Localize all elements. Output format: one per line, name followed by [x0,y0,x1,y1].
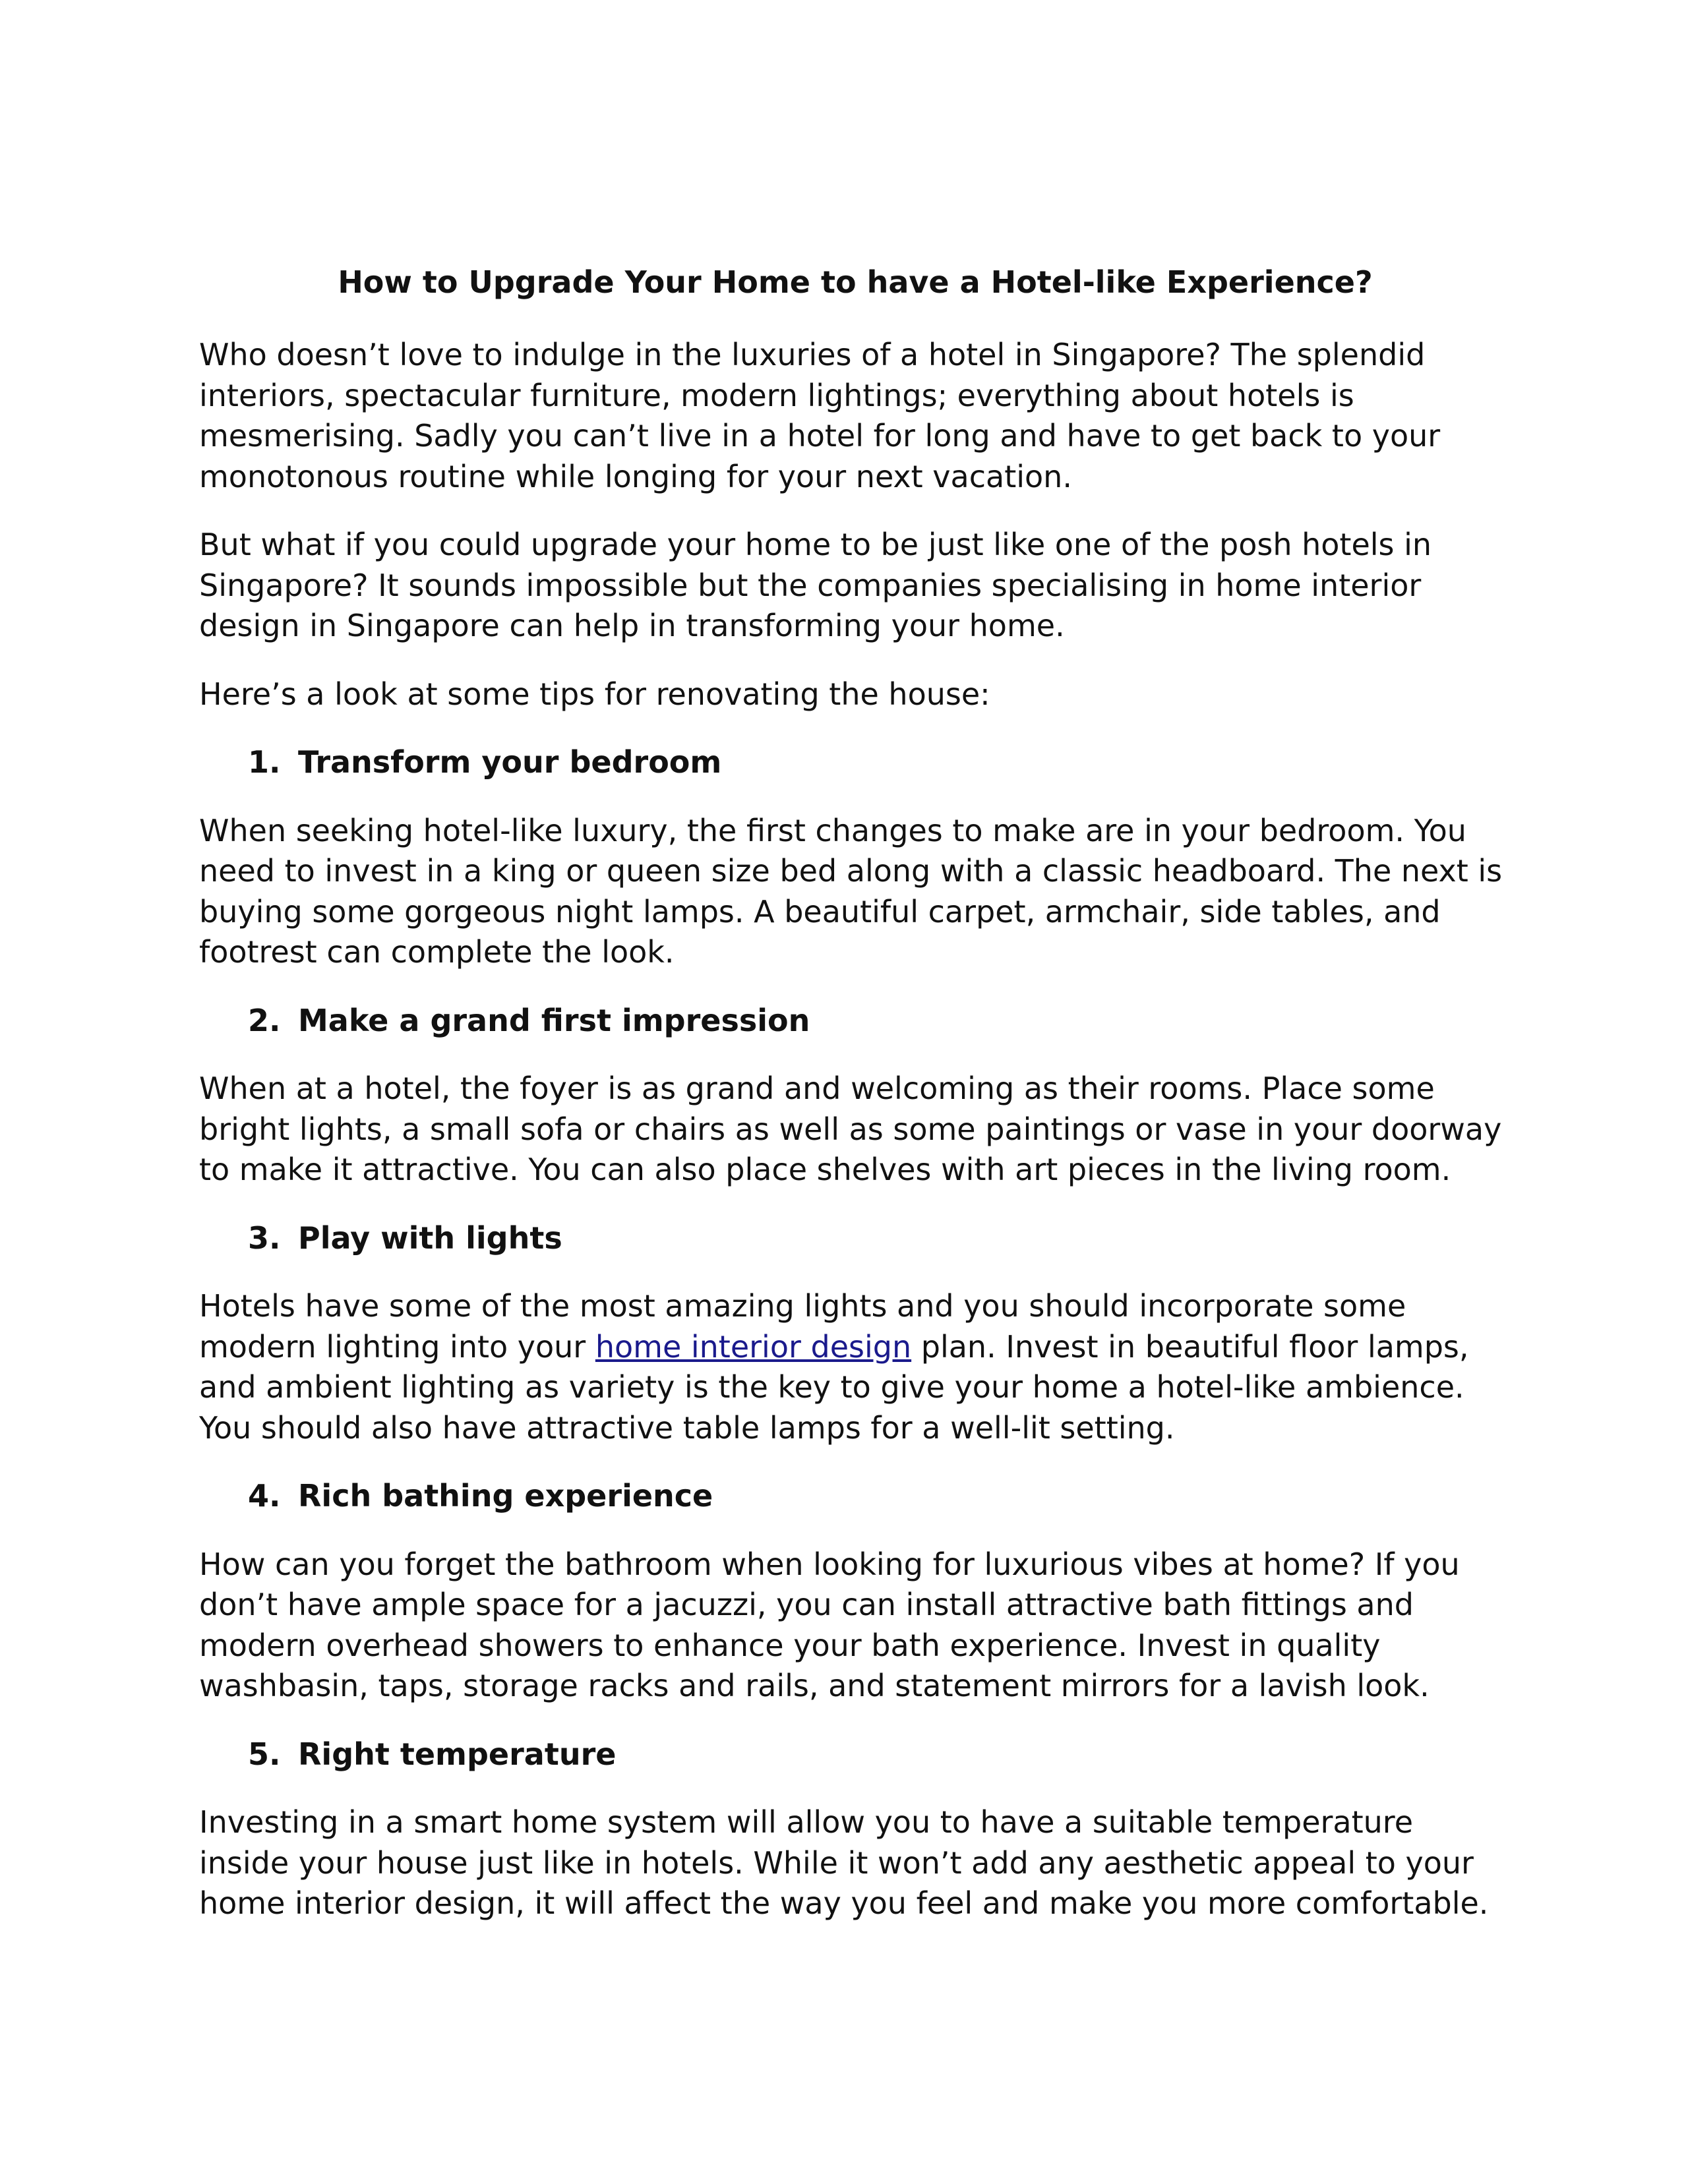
section-body-2: When at a hotel, the foyer is as grand and welcoming as their rooms. Place some bright lights, a small sofa or chairs as well as some paintings or vase in your doorway to make it attractive. You can also place shelves with art pieces in the living room. [199,1071,1502,1187]
section-body-3-before-link: Hotels have some of the most amazing lights and you should incorporate some modern lighting into your [199,1288,1406,1365]
section-body-4: How can you forget the bathroom when looking for luxurious vibes at home? If you don’t have ample space for a jacuzzi, you can install attractive bath fittings and modern overhead showers to enhance your bath experience. Invest in quality washbasin, taps, storage racks and rails, and statement mirrors for a lavish look. [199,1546,1460,1703]
section-number-1: 1. [248,744,281,780]
section-body-3 [199,1286,1511,1448]
section-body-1: When seeking hotel-like luxury, the first changes to make are in your bedroom. You need to invest in a king or queen size bed along with a classic headboard. The next is buying some gorgeous night lamps. A beautiful carpet, armchair, side tables, and footrest can complete the look. [199,812,1503,970]
section-number-3: 3. [248,1220,281,1256]
home-interior-design-link[interactable]: home interior design [595,1328,912,1365]
intro-paragraph-1: Who doesn’t love to indulge in the luxuries of a hotel in Singapore? The splendid interiors, spectacular furniture, modern lightings; everything about hotels is mesmerising. Sadly you can’t live in a hotel for long and have to get back to your monotonous routine while longing for your next vacation. [199,337,1441,494]
section-number-4: 4. [248,1478,281,1514]
intro-paragraph-2: But what if you could upgrade your home to be just like one of the posh hotels in Singapore? It sounds impossible but the companies specialising in home interior design in Singapore can help in transforming your home. [199,527,1432,643]
section-number-2: 2. [248,1002,281,1038]
section-heading-4 [199,1476,1511,1517]
intro-paragraph-3: Here’s a look at some tips for renovating the house: [199,676,990,712]
section-heading-3 [199,1218,1511,1259]
section-heading-text-1: Transform your bedroom [298,744,722,780]
section-body-5: Investing in a smart home system will allow you to have a suitable temperature inside your house just like in hotels. While it won’t add any aesthetic appeal to your home interior design, it will affect the way you feel and make you more comfortable. [199,1804,1489,1921]
section-heading-2 [199,1001,1511,1042]
section-heading-text-4: Rich bathing experience [298,1478,713,1514]
section-heading-text-2: Make a grand first impression [298,1002,810,1038]
document-title: How to Upgrade Your Home to have a Hotel-like Experience? [338,264,1373,300]
section-body-3-after-link: plan. Invest in beautiful floor lamps, and ambient lighting as variety is the key to give your home a hotel-like ambience. You should also have attractive table lamps for a well-lit setting. [199,1328,1469,1446]
section-heading-text-3: Play with lights [298,1220,562,1256]
section-number-5: 5. [248,1736,281,1772]
document-page [199,258,1511,1952]
section-heading-5 [199,1734,1511,1775]
section-heading-text-5: Right temperature [298,1736,617,1772]
section-heading-1 [199,742,1511,783]
